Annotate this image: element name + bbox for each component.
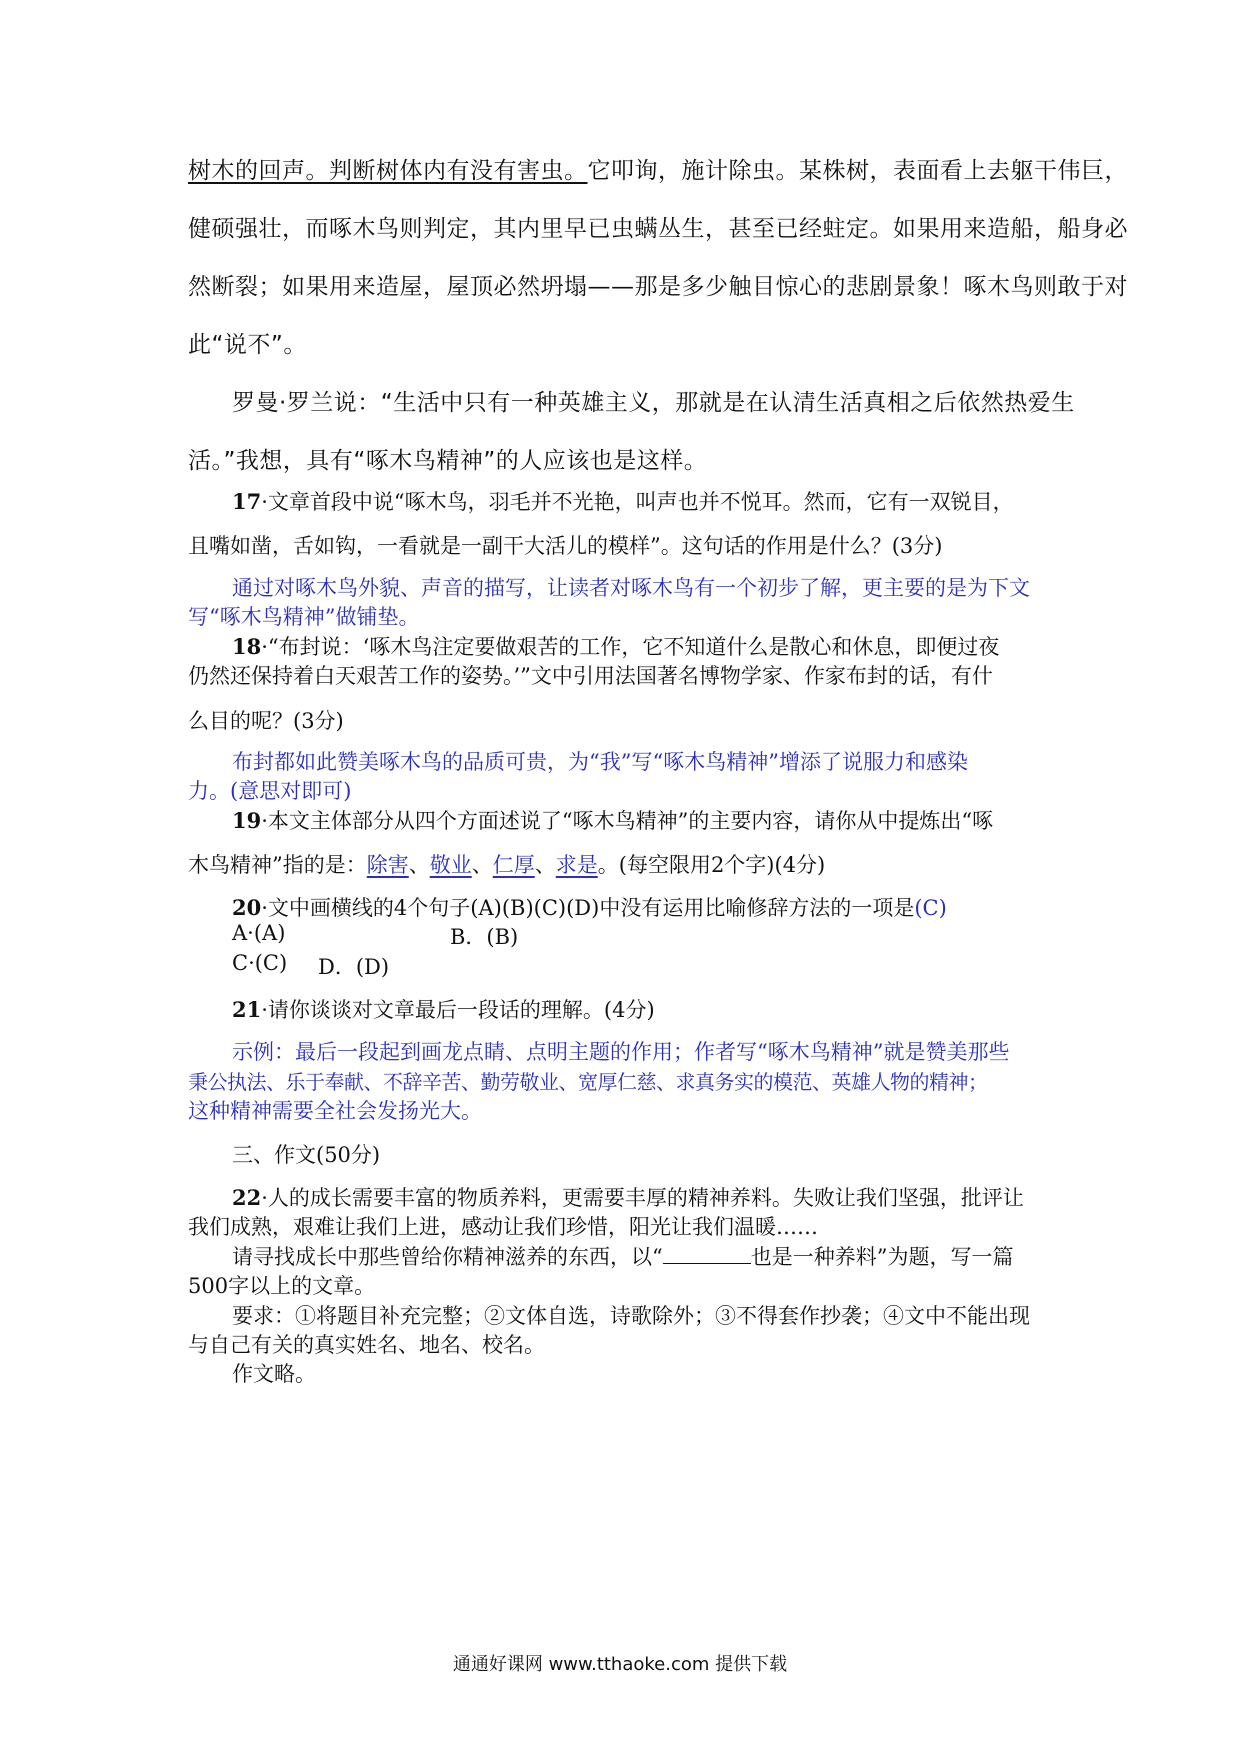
answer-18-line2: 力。(意思对即可) xyxy=(188,779,352,803)
question-18-line1: 18·“布封说：‘啄木鸟注定要做艰苦的工作，它不知道什么是散心和休息，即便过夜 xyxy=(232,634,1000,659)
footer-source: 通通好课网 www.tthaoke.com 提供下载 xyxy=(452,1654,788,1675)
para1-line3: 然断裂；如果用来造屋，屋顶必然坍塌——那是多少触目惊心的悲剧景象！啄木鸟则敢于对 xyxy=(188,274,1128,300)
answer-19-blank-3: 仁厚 xyxy=(492,853,535,877)
answer-21-line2: 秉公执法、乐于奉献、不辞辛苦、勤劳敬业、宽厚仁慈、求真务实的模范、英雄人物的精神； xyxy=(188,1070,988,1094)
question-22-line2: 我们成熟，艰难让我们上进，感动让我们珍惜，阳光让我们温暖…… xyxy=(188,1215,818,1239)
question-17-line2: 且嘴如凿，舌如钩，一看就是一副干大活儿的模样”。这句话的作用是什么？(3分) xyxy=(188,534,943,558)
section-heading-composition: 三、作文(50分) xyxy=(232,1143,381,1167)
para2-line2: 活。”我想，具有“啄木鸟精神”的人应该也是这样。 xyxy=(188,448,708,474)
answer-17-line2: 写“啄木鸟精神”做铺垫。 xyxy=(188,605,420,629)
answer-18-line1: 布封都如此赞美啄木鸟的品质可贵，为“我”写“啄木鸟精神”增添了说服力和感染 xyxy=(232,750,968,774)
para1-line1: 树木的回声。判断树体内有没有害虫。它叩询，施计除虫。某株树，表面看上去躯干伟巨， xyxy=(188,158,1128,184)
option-b: B．(B) xyxy=(450,925,519,949)
question-22-line6: 与自己有关的真实姓名、地名、校名。 xyxy=(188,1333,545,1357)
question-22-answer: 作文略。 xyxy=(232,1362,316,1386)
question-22-line3: 请寻找成长中那些曾给你精神滋养的东西，以“ 也是一种养料”为题，写一篇 xyxy=(232,1245,1014,1269)
answer-19-blank-4: 求是 xyxy=(555,853,598,877)
question-21-stem: 21·请你谈谈对文章最后一段话的理解。(4分) xyxy=(232,997,655,1022)
question-22-requirements: 要求：①将题目补充完整；②文体自选，诗歌除外；③不得套作抄袭；④文中不能出现 xyxy=(232,1304,1030,1328)
question-19-line2: 木鸟精神”指的是：除害、敬业、仁厚、求是。(每空限用2个字)(4分) xyxy=(188,853,826,877)
para1-line4: 此“说不”。 xyxy=(188,332,307,358)
answer-19-blank-2: 敬业 xyxy=(429,853,472,877)
para2-line1: 罗曼·罗兰说：“生活中只有一种英雄主义，那就是在认清生活真相之后依然热爱生 xyxy=(232,390,1075,416)
answer-17-line1: 通过对啄木鸟外貌、声音的描写，让读者对啄木鸟有一个初步了解，更主要的是为下文 xyxy=(232,576,1030,600)
para1-line2: 健硕强壮，而啄木鸟则判定，其内里早已虫螨丛生，甚至已经蛀定。如果用来造船，船身必 xyxy=(188,216,1128,242)
title-blank xyxy=(663,1245,751,1264)
question-22-line1: 22·人的成长需要丰富的物质养料，更需要丰厚的精神养料。失败让我们坚强，批评让 xyxy=(232,1185,1024,1210)
question-18-line2: 仍然还保持着白天艰苦工作的姿势。’”文中引用法国著名博物学家、作家布封的话，有什 xyxy=(188,664,993,688)
answer-19-blank-1: 除害 xyxy=(366,853,409,877)
answer-21-line1: 示例：最后一段起到画龙点睛、点明主题的作用；作者写“啄木鸟精神”就是赞美那些 xyxy=(232,1040,1010,1064)
answer-20: (C) xyxy=(914,896,947,920)
underlined-sentence: 树木的回声。判断树体内有没有害虫。 xyxy=(188,158,588,184)
question-22-line4: 500字以上的文章。 xyxy=(188,1274,376,1298)
answer-21-line3: 这种精神需要全社会发扬光大。 xyxy=(188,1099,482,1123)
question-19-line1: 19·本文主体部分从四个方面述说了“啄木鸟精神”的主要内容，请你从中提炼出“啄 xyxy=(232,808,994,833)
question-18-line3: 么目的呢？(3分) xyxy=(188,709,344,733)
option-c: C·(C) xyxy=(232,951,288,975)
option-d: D．(D) xyxy=(318,955,390,979)
question-20-stem: 20·文中画横线的4个句子(A)(B)(C)(D)中没有运用比喻修辞方法的一项是(C) xyxy=(232,895,947,920)
option-a: A·(A) xyxy=(232,921,286,945)
question-17-line1: 17·文章首段中说“啄木鸟，羽毛并不光艳，叫声也并不悦耳。然而，它有一双锐目， xyxy=(232,489,1014,514)
